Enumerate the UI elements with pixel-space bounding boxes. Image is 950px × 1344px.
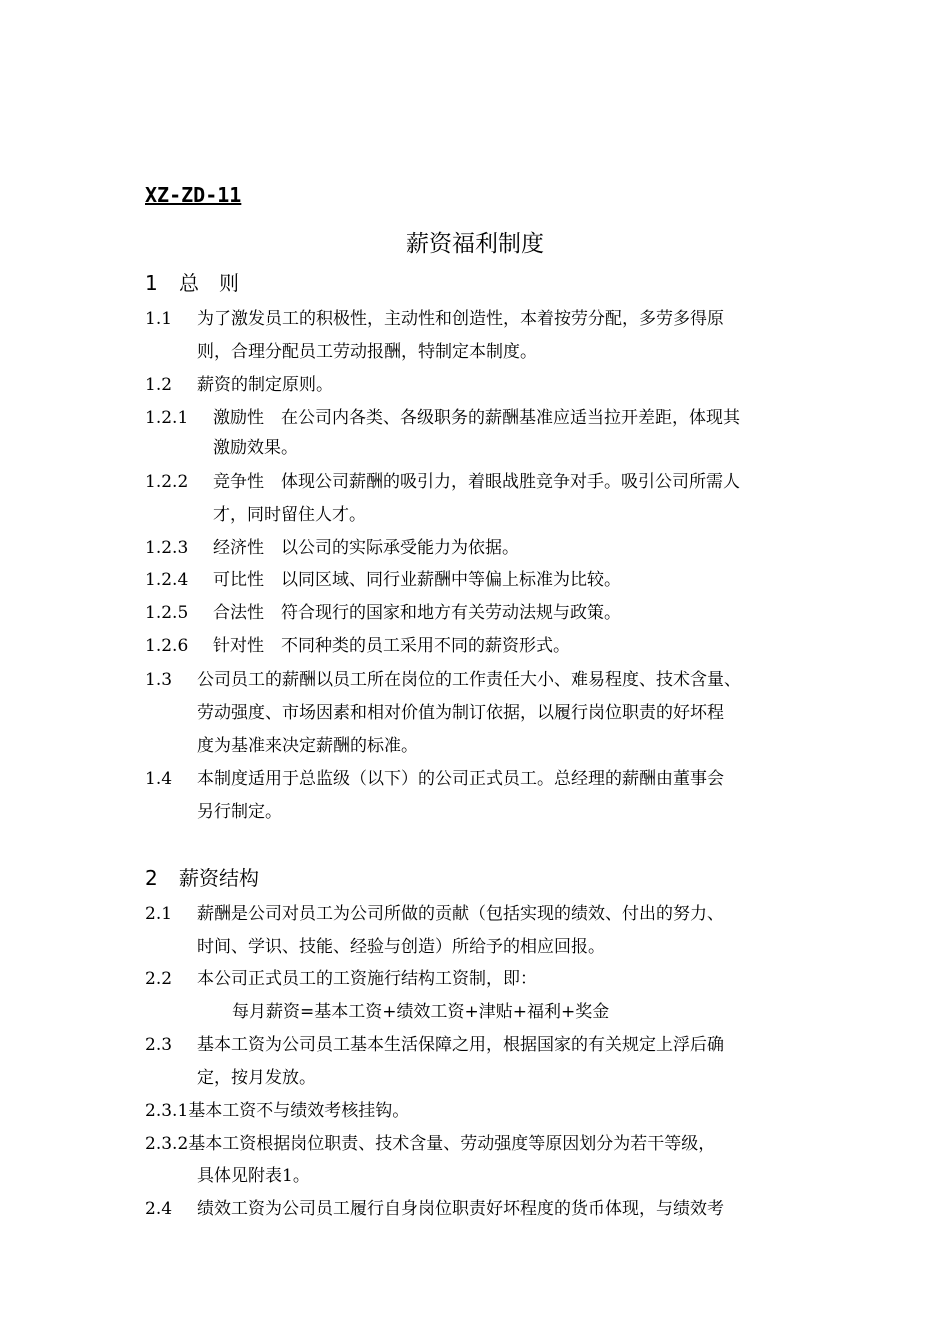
clause-text: 基本工资根据岗位职责、技术含量、劳动强度等原因划分为若干等级， xyxy=(188,1134,716,1154)
clause-continuation: 激励效果。 xyxy=(213,438,298,458)
clause-text: 本制度适用于总监级（以下）的公司正式员工。总经理的薪酬由董事会 xyxy=(197,769,724,789)
clause-text: 基本工资不与绩效考核挂钩。 xyxy=(188,1101,410,1121)
clause-continuation: 则，合理分配员工劳动报酬，特制定本制度。 xyxy=(197,342,537,362)
document-code: XZ-ZD-11 xyxy=(145,183,242,207)
clause-1-2-5 xyxy=(145,603,621,623)
clause-text: 竞争性 体现公司薪酬的吸引力，着眼战胜竞争对手。吸引公司所需人 xyxy=(213,472,740,492)
clause-2-3 xyxy=(145,1035,724,1055)
section-1-heading xyxy=(145,267,239,296)
clause-continuation: 才，同时留住人才。 xyxy=(213,505,366,525)
clause-2-1 xyxy=(145,904,724,924)
clause-continuation: 时间、学识、技能、经验与创造）所给予的相应回报。 xyxy=(197,937,605,957)
clause-continuation: 另行制定。 xyxy=(197,802,282,822)
clause-text: 激励性 在公司内各类、各级职务的薪酬基准应适当拉开差距，体现其 xyxy=(213,408,740,428)
clause-1-2 xyxy=(145,375,333,395)
clause-2-3-1 xyxy=(145,1101,409,1121)
clause-number: 1.2.2 xyxy=(145,472,189,492)
clause-number: 2.4 xyxy=(145,1199,173,1219)
section-2-heading xyxy=(145,862,259,891)
clause-text: 本公司正式员工的工资施行结构工资制，即： xyxy=(197,969,537,989)
clause-text: 针对性 不同种类的员工采用不同的薪资形式。 xyxy=(213,636,570,656)
clause-2-2 xyxy=(145,969,537,989)
document-title: 薪资福利制度 xyxy=(406,231,544,257)
clause-text: 合法性 符合现行的国家和地方有关劳动法规与政策。 xyxy=(213,603,621,623)
clause-continuation: 度为基准来决定薪酬的标准。 xyxy=(197,736,418,756)
clause-number: 2.3.2 xyxy=(145,1134,189,1154)
clause-1-2-6 xyxy=(145,636,570,656)
clause-1-2-3 xyxy=(145,538,519,558)
section-number: 2 xyxy=(145,866,158,890)
clause-1-1 xyxy=(145,309,724,329)
clause-number: 2.3 xyxy=(145,1035,173,1055)
clause-number: 2.1 xyxy=(145,904,173,924)
clause-number: 1.4 xyxy=(145,769,173,789)
section-title: 薪资结构 xyxy=(179,866,259,890)
clause-continuation: 劳动强度、市场因素和相对价值为制订依据，以履行岗位职责的好坏程 xyxy=(197,703,724,723)
clause-number: 1.2.3 xyxy=(145,538,189,558)
clause-text: 薪资的制定原则。 xyxy=(197,375,333,395)
clause-number: 1.2.6 xyxy=(145,636,189,656)
clause-number: 1.2.1 xyxy=(145,408,189,428)
clause-text: 经济性 以公司的实际承受能力为依据。 xyxy=(213,538,519,558)
clause-2-4 xyxy=(145,1199,724,1219)
clause-continuation: 具体见附表1。 xyxy=(197,1166,310,1186)
clause-1-2-4 xyxy=(145,570,621,590)
section-title: 总 则 xyxy=(179,271,239,295)
clause-1-4 xyxy=(145,769,724,789)
clause-number: 1.1 xyxy=(145,309,173,329)
clause-text: 公司员工的薪酬以员工所在岗位的工作责任大小、难易程度、技术含量、 xyxy=(197,670,741,690)
clause-text: 为了激发员工的积极性，主动性和创造性，本着按劳分配，多劳多得原 xyxy=(197,309,724,329)
clause-number: 1.2.4 xyxy=(145,570,189,590)
clause-1-2-2 xyxy=(145,472,740,492)
clause-text: 可比性 以同区域、同行业薪酬中等偏上标准为比较。 xyxy=(213,570,621,590)
clause-1-3 xyxy=(145,670,741,690)
clause-1-2-1 xyxy=(145,408,740,428)
section-number: 1 xyxy=(145,271,158,295)
clause-number: 2.3.1 xyxy=(145,1101,189,1121)
clause-number: 1.2 xyxy=(145,375,173,395)
clause-number: 2.2 xyxy=(145,969,173,989)
salary-formula: 每月薪资=基本工资+绩效工资+津贴+福利+奖金 xyxy=(232,1002,610,1022)
clause-number: 1.2.5 xyxy=(145,603,189,623)
clause-continuation: 定，按月发放。 xyxy=(197,1068,316,1088)
clause-text: 薪酬是公司对员工为公司所做的贡献（包括实现的绩效、付出的努力、 xyxy=(197,904,724,924)
clause-2-3-2 xyxy=(145,1134,715,1154)
clause-text: 基本工资为公司员工基本生活保障之用，根据国家的有关规定上浮后确 xyxy=(197,1035,724,1055)
clause-text: 绩效工资为公司员工履行自身岗位职责好坏程度的货币体现，与绩效考 xyxy=(197,1199,724,1219)
clause-number: 1.3 xyxy=(145,670,173,690)
